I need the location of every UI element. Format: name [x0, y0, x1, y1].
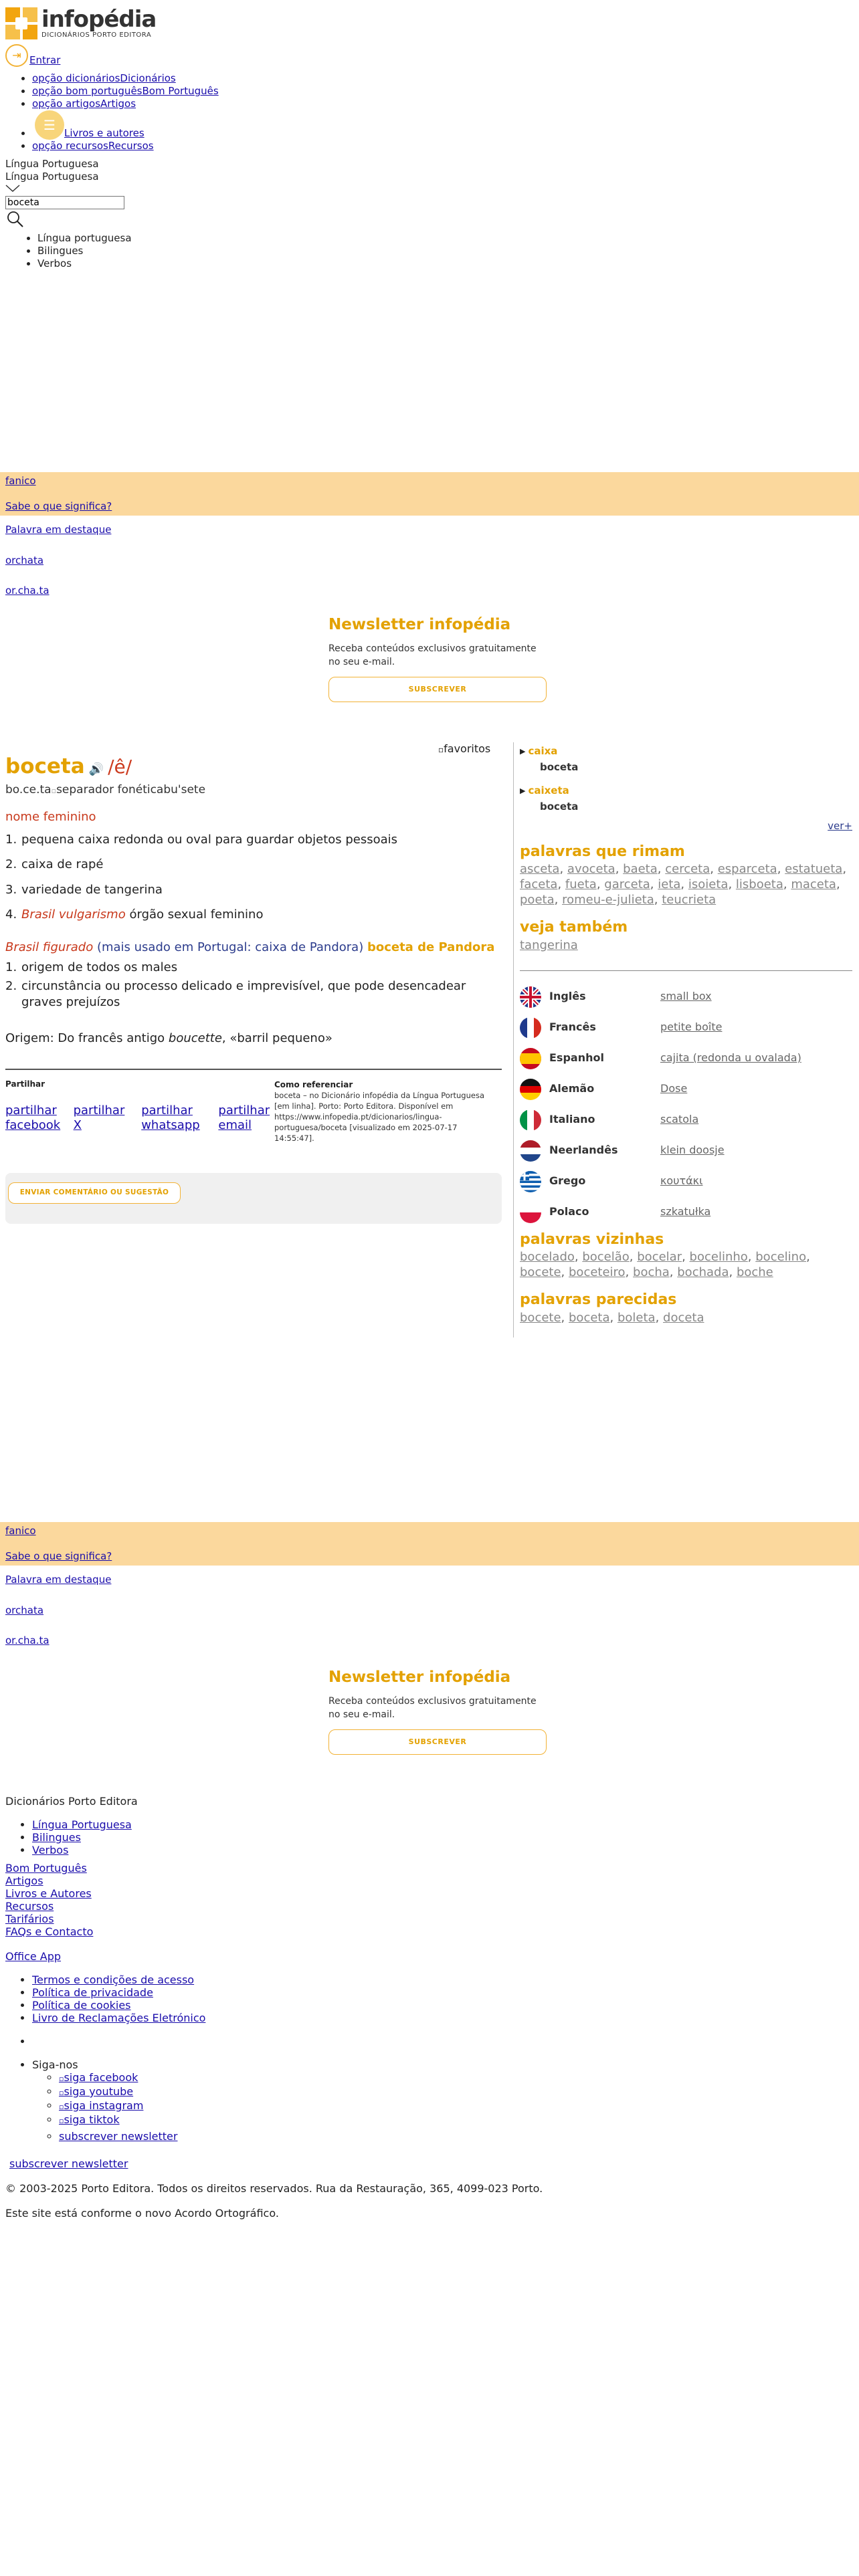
citation [274, 1079, 499, 1144]
grammar-class: nome feminino [5, 810, 96, 825]
divider [5, 1069, 502, 1070]
share-title: Partilhar [5, 1079, 45, 1089]
legal-link[interactable]: Termos e condições de acesso [32, 1973, 195, 1986]
etymology-word: boucette [168, 1031, 222, 1045]
idiom-phrase: boceta de Pandora [367, 940, 495, 955]
flag-gr-icon [520, 1171, 541, 1192]
footer-links [5, 1862, 854, 1938]
word-link[interactable]: avoceta [567, 862, 615, 877]
subscribe-newsletter-link[interactable]: subscrever newsletter [9, 2157, 128, 2170]
word-link[interactable]: bocete [520, 1310, 561, 1325]
flag-nl-icon [520, 1140, 541, 1162]
definitions-list [5, 832, 502, 923]
login-icon[interactable]: ⇥ [5, 44, 28, 67]
word-link[interactable]: bocete [520, 1265, 561, 1280]
flag-es-icon [520, 1048, 541, 1069]
question-link[interactable]: Sabe o que significa? [5, 1549, 112, 1562]
entry-word: boceta [5, 754, 85, 778]
flag-uk-icon [520, 986, 541, 1008]
translation-row [520, 982, 852, 1012]
rhymes-title: palavras que rimam [520, 843, 685, 860]
word-link[interactable]: asceta [520, 862, 560, 877]
footer-link[interactable]: Bom Português [5, 1862, 87, 1874]
word-link[interactable]: esparceta [717, 862, 777, 877]
translation-language: Alemão [549, 1082, 595, 1095]
newsletter-title: Newsletter infopédia [328, 616, 511, 633]
word-link[interactable]: isoieta [688, 877, 729, 892]
rhymes-list: asceta, avoceta, baeta, cerceta, esparceta, estatueta, faceta, fueta, garceta, ieta, isoieta, lisboeta, maceta, poeta, romeu-e-julieta, teucrieta [520, 862, 847, 907]
word-link[interactable]: bocelar [637, 1250, 682, 1265]
neighbours-list: bocelado, bocelão, bocelar, bocelinho, bocelino, bocete, boceteiro, bocha, bochada, boche [520, 1250, 810, 1280]
neighbours-title: palavras vizinhas [520, 1230, 664, 1248]
language-label: Língua Portuguesa [5, 171, 99, 183]
footer-heading: Dicionários Porto Editora [5, 1795, 138, 1808]
comment-box [5, 1173, 502, 1224]
idiom-definitions [5, 960, 502, 1010]
nav-item-livros[interactable] [32, 110, 854, 140]
word-link[interactable]: boche [736, 1265, 773, 1280]
share-email-icon[interactable]: partilhar email [218, 1103, 270, 1132]
login-link[interactable]: Entrar [29, 53, 61, 66]
translation-link[interactable]: petite boîte [660, 1021, 723, 1034]
subscribe-button[interactable]: SUBSCREVER [328, 1729, 547, 1755]
see-also-link[interactable]: tangerina [520, 938, 578, 952]
nav-item-artigos[interactable] [32, 98, 854, 110]
footer-dicts [5, 1818, 854, 1856]
similar-title: palavras parecidas [520, 1291, 677, 1309]
word-link[interactable]: bochada [677, 1265, 729, 1280]
word-link[interactable]: bocelão [582, 1250, 630, 1265]
syllables-pre: bo.ce.ta [5, 783, 52, 797]
translations-list [520, 982, 852, 1228]
orthography-note: Este site está conforme o novo Acordo Ortográfico. [5, 2207, 279, 2220]
related-sub: boceta [540, 800, 579, 813]
follow-label: Siga-nos [32, 2058, 78, 2071]
definition: 1. pequena caixa redonda ou oval para guardar objetos pessoais [5, 832, 398, 847]
word-of-day-box [0, 1522, 859, 1656]
triangle-right-icon: ▶ [520, 747, 526, 756]
newsletter-title: Newsletter infopédia [328, 1669, 511, 1686]
idiom-section [5, 940, 502, 955]
flag-de-icon [520, 1079, 541, 1100]
nav-label: Bom Português [142, 85, 219, 97]
site-footer [5, 1795, 854, 2220]
subscribe-button[interactable]: SUBSCREVER [328, 677, 547, 702]
see-more [520, 820, 852, 833]
translation-link[interactable]: szkatułka [660, 1205, 711, 1218]
newsletter-box [328, 615, 549, 702]
footer-link[interactable]: Livros e Autores [5, 1887, 92, 1900]
footer-link[interactable]: FAQs e Contacto [5, 1925, 94, 1938]
footer-link[interactable]: Língua Portuguesa [32, 1818, 132, 1831]
search-icon[interactable] [7, 211, 24, 228]
separator-alt: separador fonética [56, 783, 164, 797]
footer-link[interactable]: Bilingues [32, 1831, 81, 1844]
featured-word-link[interactable]: Palavra em destaque [5, 1574, 112, 1586]
translation-link[interactable]: scatola [660, 1113, 699, 1126]
sidebar [520, 742, 852, 1325]
footer-link[interactable]: Tarifários [5, 1913, 54, 1925]
entry-main [5, 742, 502, 1224]
facebook-icon[interactable]: ▫siga facebook [59, 2071, 138, 2084]
nav-label[interactable]: Livros e autores [64, 127, 145, 139]
see-also-title: veja também [520, 919, 628, 936]
translation-language: Espanhol [549, 1051, 604, 1065]
nav-label: Artigos [100, 98, 136, 110]
word-link[interactable]: lisboeta [735, 877, 783, 892]
office-app-link[interactable]: Office App [5, 1950, 62, 1963]
word-link[interactable]: poeta [520, 893, 555, 907]
triangle-right-icon: ▶ [520, 786, 526, 795]
logo-subtitle: DICIONÁRIOS PORTO EDITORA [41, 31, 152, 39]
translation-language: Italiano [549, 1113, 595, 1126]
word-link[interactable]: garceta [604, 877, 650, 892]
word-link[interactable]: bocha [633, 1265, 670, 1280]
definition: 1. origem de todos os males [5, 960, 178, 974]
dict-item[interactable]: • Língua portuguesa [37, 232, 854, 245]
word-link[interactable]: bocelino [755, 1250, 807, 1265]
word-link[interactable]: baeta [623, 862, 658, 877]
footer-link[interactable]: Verbos [32, 1844, 69, 1856]
translation-row [520, 1074, 852, 1105]
definition: 2. caixa de rapé [5, 857, 104, 872]
featured-syllables[interactable]: or.cha.ta [5, 584, 50, 597]
site-header [0, 0, 859, 270]
translation-language: Polaco [549, 1205, 589, 1218]
nav-item-bom-portugues[interactable] [32, 85, 854, 98]
nav-item-recursos[interactable] [32, 140, 854, 152]
logo[interactable] [5, 5, 854, 41]
featured-word[interactable]: orchata [5, 1604, 44, 1616]
translation-language: Neerlandês [549, 1144, 618, 1157]
newsletter-text: Receba conteúdos exclusivos gratuitamente no seu e-mail. [328, 1695, 537, 1720]
footer-legal [5, 1973, 854, 2024]
word-link[interactable]: boleta [617, 1310, 656, 1325]
share-whatsapp-icon[interactable]: partilhar whatsapp [141, 1103, 200, 1132]
newsletter-text: Receba conteúdos exclusivos gratuitamente no seu e-mail. [328, 643, 537, 667]
logo-name: infopédia [41, 5, 157, 33]
word-link[interactable]: doceta [663, 1310, 704, 1325]
newsletter-box [328, 1668, 549, 1755]
syllables-post: bu'sete [163, 783, 206, 797]
main-nav [5, 72, 854, 152]
social-section [5, 2058, 854, 2143]
language-selected: Língua Portuguesa [5, 158, 99, 170]
share-section [5, 1079, 502, 1144]
word-link[interactable]: estatueta [785, 862, 843, 877]
flag-pl-icon [520, 1202, 541, 1223]
empty-item [32, 2035, 854, 2048]
legal-link[interactable]: Política de cookies [32, 1999, 131, 2012]
resources-icon: opção recursos [32, 140, 108, 152]
word-link[interactable]: maceta [791, 877, 836, 892]
favorites-icon[interactable]: ▫favoritos [438, 742, 491, 755]
word-link[interactable]: cerceta [665, 862, 710, 877]
language-select[interactable] [5, 158, 854, 196]
translation-link[interactable]: cajita (redonda u ovalada) [660, 1051, 801, 1065]
word-of-day-box [0, 472, 859, 606]
entry-ipa: /ê/ [108, 756, 132, 778]
dictionaries-icon: opção dicionários [32, 72, 120, 84]
related-entry[interactable]: ▶ caixeta [520, 784, 569, 796]
nav-item-dicionarios[interactable] [32, 72, 854, 85]
youtube-icon[interactable]: ▫siga youtube [59, 2085, 134, 2098]
nav-label: Recursos [108, 140, 154, 152]
similar-list: bocete, boceta, boleta, doceta [520, 1310, 704, 1325]
translation-row [520, 1197, 852, 1228]
idiom-note: (mais usado em Portugal: caixa de Pandora) [96, 940, 364, 955]
entry-syllables: bo.ce.ta▫separador fonéticabu'sete [5, 783, 206, 797]
citation-title: Como referenciar [274, 1080, 353, 1090]
search-input[interactable] [5, 196, 124, 209]
share-facebook-icon[interactable]: partilhar facebook [5, 1103, 61, 1132]
chevron-down-icon[interactable] [5, 185, 20, 193]
sidebar-divider [513, 742, 514, 1337]
word-link[interactable]: fanico [5, 475, 36, 487]
definition: 4. Brasil vulgarismo órgão sexual feminino [5, 907, 264, 922]
footer-link[interactable]: Artigos [5, 1874, 43, 1887]
dictionary-list [5, 232, 854, 270]
bom-portugues-icon: opção bom português [32, 85, 142, 97]
word-link[interactable]: bocelinho [689, 1250, 748, 1265]
tiktok-icon[interactable]: ▫siga tiktok [59, 2113, 120, 2126]
books-icon: ☰ [35, 110, 64, 140]
definition: 2. circunstância ou processo delicado e imprevisível, que pode desencadear graves prejuízos [5, 978, 466, 1009]
logo-mark-icon [5, 7, 37, 39]
login-area [5, 44, 854, 67]
footer-empty-list [5, 2035, 854, 2048]
translation-language: Grego [549, 1174, 586, 1188]
idiom-label: Brasil figurado [5, 940, 94, 955]
legal-link[interactable]: Política de privacidade [32, 1986, 153, 1999]
copyright: © 2003-2025 Porto Editora. Todos os direitos reservados. Rua da Restauração, 365, 4099-023 Porto. [5, 2182, 543, 2195]
subscribe-newsletter-item[interactable]: subscrever newsletter [59, 2130, 178, 2143]
word-link[interactable]: ieta [658, 877, 681, 892]
question-link[interactable]: Sabe o que significa? [5, 500, 112, 512]
featured-word[interactable]: orchata [5, 554, 44, 566]
featured-word-link[interactable]: Palavra em destaque [5, 524, 112, 536]
articles-icon: opção artigos [32, 98, 101, 110]
translation-link[interactable]: κουτάκι [660, 1174, 703, 1188]
dict-item[interactable]: • Bilingues [37, 245, 854, 257]
etymology: Origem: Do francês antigo boucette, «barril pequeno» [5, 1031, 332, 1045]
see-more-link[interactable]: ver+ [828, 820, 852, 832]
share-x-icon[interactable]: partilhar X [73, 1103, 125, 1132]
word-link[interactable]: boceta [569, 1310, 610, 1325]
definition: 3. variedade de tangerina [5, 882, 163, 897]
word-of-day-highlight [0, 472, 859, 516]
translation-link[interactable]: klein doosje [660, 1144, 725, 1157]
word-link[interactable]: faceta [520, 877, 558, 892]
translation-row [520, 1012, 852, 1043]
legal-link[interactable]: Livro de Reclamações Eletrónico [32, 2012, 206, 2024]
flag-fr-icon [520, 1017, 541, 1039]
citation-text: boceta – no Dicionário infopédia da Língua Portuguesa [em linha]. Porto: Porto Editora. Disponível em https://www.infopedia.pt/dicionarios/lingua-portuguesa/boceta [visualizado em 2025-07-17 14:55:47]. [274, 1091, 484, 1144]
see-also-list [520, 938, 852, 953]
divider [520, 970, 852, 971]
word-link[interactable]: fanico [5, 1525, 36, 1537]
word-link[interactable]: romeu-e-julieta [562, 893, 654, 907]
translation-row [520, 1136, 852, 1166]
word-link[interactable]: bocelado [520, 1250, 575, 1265]
translation-language: Inglês [549, 990, 586, 1003]
nav-label: Dicionários [120, 72, 176, 84]
footer-link[interactable]: Recursos [5, 1900, 54, 1913]
word-of-day-highlight [0, 1522, 859, 1566]
translation-row [520, 1166, 852, 1197]
translation-link[interactable]: small box [660, 990, 712, 1003]
related-entry[interactable]: ▶ caixa [520, 745, 558, 757]
instagram-icon[interactable]: ▫siga instagram [59, 2099, 144, 2112]
send-comment-button[interactable]: ENVIAR COMENTÁRIO OU SUGESTÃO [8, 1182, 181, 1204]
related-sub: boceta [540, 760, 579, 773]
featured-syllables[interactable]: or.cha.ta [5, 1634, 50, 1646]
word-link[interactable]: fueta [565, 877, 597, 892]
flag-it-icon [520, 1109, 541, 1131]
translation-row [520, 1043, 852, 1074]
translation-link[interactable]: Dose [660, 1082, 688, 1095]
speaker-icon[interactable]: 🔊 [88, 762, 104, 776]
usage-label: Brasil vulgarismo [21, 907, 126, 922]
translation-row [520, 1105, 852, 1136]
favorites-alt: favoritos [444, 742, 491, 755]
word-link[interactable]: teucrieta [662, 893, 717, 907]
translation-language: Francês [549, 1021, 596, 1034]
word-link[interactable]: boceteiro [569, 1265, 626, 1280]
dict-item[interactable]: • Verbos [37, 257, 854, 270]
